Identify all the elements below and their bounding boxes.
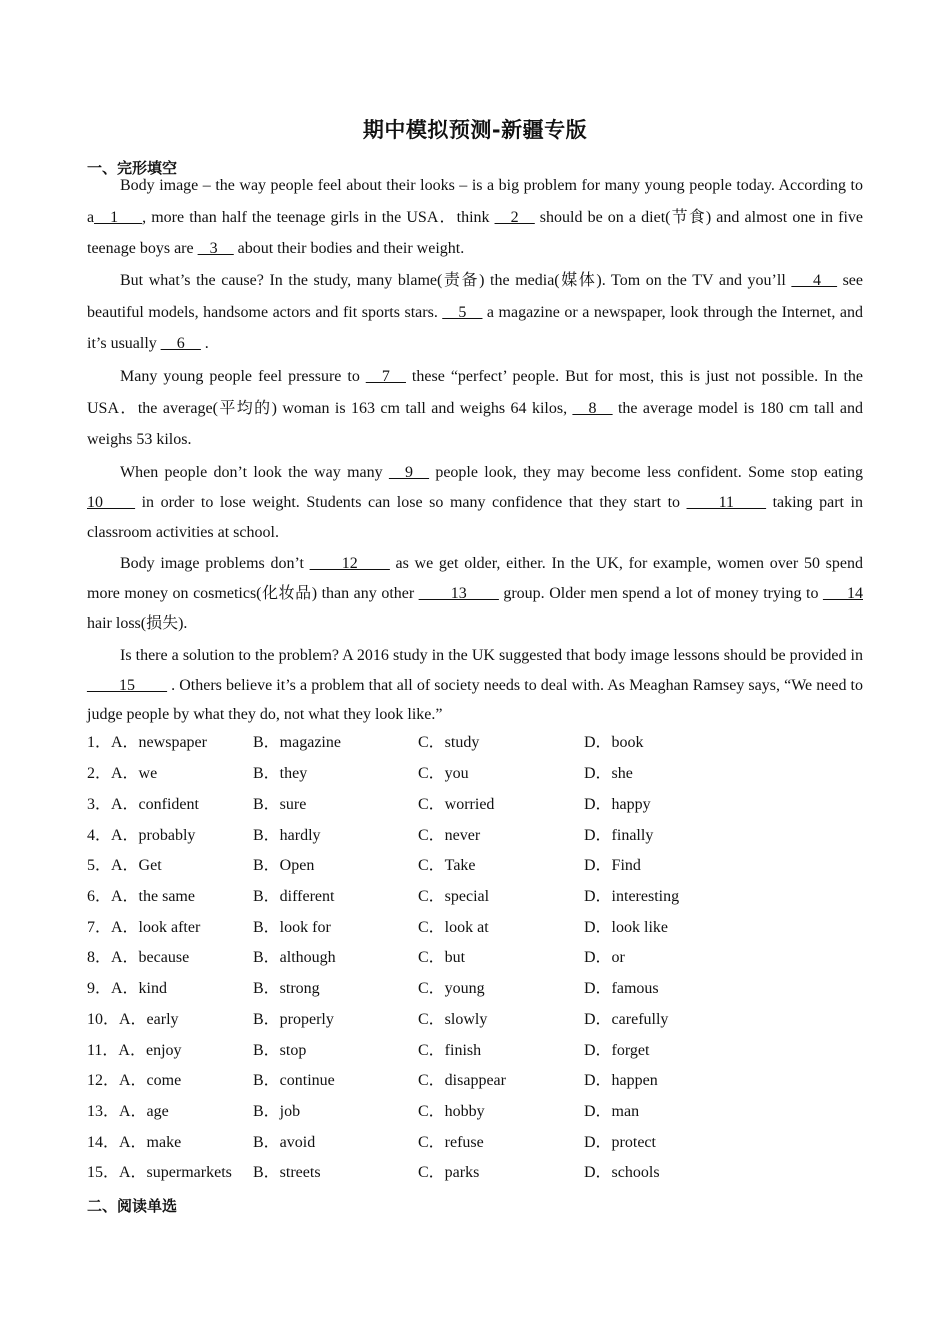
option-a: 13．A．age — [87, 1103, 169, 1120]
option-a: 10．A．early — [87, 1011, 179, 1028]
option-a: 4．A．probably — [87, 827, 196, 844]
option-b: B．they — [253, 765, 308, 782]
option-a: 11．A．enjoy — [87, 1042, 182, 1059]
option-c: C．worried — [418, 796, 495, 813]
passage-text: Many young people feel pressure to — [120, 368, 366, 385]
blank-8: __8__ — [572, 399, 613, 417]
option-d: D．happy — [584, 796, 651, 813]
passage-paragraph-5 — [87, 549, 863, 639]
blank-6: __6__ — [160, 335, 201, 352]
blank-11: ____11____ — [686, 494, 766, 511]
option-a: 15．A．supermarkets — [87, 1164, 232, 1181]
section-heading-reading: 二、阅读单选 — [87, 1197, 178, 1215]
option-row — [87, 1008, 863, 1032]
option-b: B．properly — [253, 1011, 334, 1028]
option-c: C．disappear — [418, 1072, 506, 1089]
blank-1: __1___ — [94, 208, 143, 226]
passage-text: Body image problems don’t — [120, 555, 310, 572]
option-b: B．continue — [253, 1072, 335, 1089]
option-a: 8．A．because — [87, 949, 190, 966]
passage-paragraph-6 — [87, 641, 863, 730]
blank-2: __2__ — [494, 208, 535, 226]
option-b: B．although — [253, 949, 336, 966]
option-d: D．man — [584, 1103, 640, 1120]
option-b: B．Open — [253, 857, 315, 874]
option-row — [87, 946, 863, 970]
passage-text: hair loss(损失). — [87, 615, 188, 632]
passage-text: these “perfect’ people. But for most, this is just not possible. In the USA．the average(平均的) woman is 163 cm tall and weighs 64 kilos, — [87, 368, 863, 417]
blank-9: __9__ — [388, 464, 429, 481]
passage-text: Body image – the way people feel about their looks – is a big problem for many young people today. According to a — [87, 177, 863, 226]
option-a: 6．A．the same — [87, 888, 195, 905]
option-b: B．sure — [253, 796, 307, 813]
section-heading-cloze: 一、完形填空 — [87, 159, 178, 177]
passage-text: people look, they may become less confident. Some stop eating — [428, 464, 864, 481]
option-d: D．look like — [584, 919, 668, 936]
option-row — [87, 1100, 863, 1124]
option-b: B．strong — [253, 980, 320, 997]
option-c: C．special — [418, 888, 490, 905]
passage-text: . Others believe it’s a problem that all of society needs to deal with. As Meaghan Ramsey says, “We need to judge people by what they do, not what they look like.” — [87, 676, 863, 723]
passage-text: a magazine or a newspaper, look through the Internet, and it’s usually — [87, 303, 864, 352]
option-b: B．job — [253, 1103, 301, 1120]
option-row — [87, 916, 863, 940]
option-c: C．Take — [418, 857, 476, 874]
passage-paragraph-4 — [87, 458, 863, 548]
passage-text: the average model is 180 cm tall and weighs 53 kilos. — [87, 399, 863, 448]
option-d: D．protect — [584, 1134, 656, 1151]
option-d: D．interesting — [584, 888, 680, 905]
passage-text: , more than half the teenage girls in the USA．think — [142, 208, 495, 226]
option-row — [87, 731, 863, 755]
passage-text: taking part in classroom activities at school. — [87, 494, 864, 541]
passage-text: But what’s the cause? In the study, many blame(责备) the media(媒体). Tom on the TV and you’ll — [120, 272, 792, 289]
passage-text: Is there a solution to the problem? A 2016 study in the UK suggested that body image lessons should be provided in — [120, 647, 863, 664]
passage-text: about their bodies and their weight. — [233, 240, 465, 257]
blank-3: _3__ — [197, 240, 234, 257]
option-row — [87, 854, 863, 878]
option-c: C．but — [418, 949, 466, 966]
option-c: C．parks — [418, 1164, 480, 1181]
option-a: 5．A．Get — [87, 857, 162, 874]
option-b: B．look for — [253, 919, 331, 936]
blank-12: ____12____ — [309, 555, 390, 572]
option-b: B．avoid — [253, 1134, 316, 1151]
blank-7: __7__ — [365, 368, 406, 385]
option-a: 12．A．come — [87, 1072, 182, 1089]
option-row — [87, 824, 863, 848]
option-a: 7．A．look after — [87, 919, 201, 936]
option-a: 3．A．confident — [87, 796, 199, 813]
option-b: B．streets — [253, 1164, 321, 1181]
blank-15: ____15____ — [87, 676, 167, 694]
option-a: 2．A．we — [87, 765, 158, 782]
option-row — [87, 1069, 863, 1093]
option-c: C．study — [418, 734, 480, 751]
option-row — [87, 1161, 863, 1185]
option-b: B．stop — [253, 1042, 307, 1059]
blank-4: __4__ — [791, 272, 837, 289]
blank-13: ____13____ — [418, 585, 499, 602]
blank-10: 10____ — [87, 494, 135, 511]
option-row — [87, 1131, 863, 1155]
option-c: C．finish — [418, 1042, 482, 1059]
option-d: D．or — [584, 949, 625, 966]
passage-paragraph-3 — [87, 361, 863, 456]
passage-text: should be on a diet(节食) and almost one in five teenage boys are — [87, 208, 863, 257]
option-d: D．Find — [584, 857, 641, 874]
option-d: D．famous — [584, 980, 659, 997]
passage-text: group. Older men spend a lot of money trying to — [498, 585, 823, 602]
option-d: D．schools — [584, 1164, 660, 1181]
option-d: D．carefully — [584, 1011, 669, 1028]
option-c: C．slowly — [418, 1011, 488, 1028]
option-b: B．different — [253, 888, 335, 905]
option-c: C．refuse — [418, 1134, 484, 1151]
blank-14: ___14 — [823, 585, 863, 602]
option-c: C．never — [418, 827, 481, 844]
passage-text: see beautiful models, handsome actors and fit sports stars. — [87, 272, 863, 321]
passage-text: as we get older, either. In the UK, for example, women over 50 spend more money on cosmetics(化妆品) than any other — [87, 555, 864, 602]
option-a: 9．A．kind — [87, 980, 168, 997]
option-d: D．forget — [584, 1042, 650, 1059]
option-c: C．hobby — [418, 1103, 485, 1120]
passage-text: When people don’t look the way many — [120, 464, 389, 481]
option-b: B．magazine — [253, 734, 341, 751]
option-b: B．hardly — [253, 827, 321, 844]
option-d: D．book — [584, 734, 644, 751]
option-row — [87, 977, 863, 1001]
option-d: D．she — [584, 765, 633, 782]
passage-text: . — [200, 335, 209, 352]
option-a: 14．A．make — [87, 1134, 182, 1151]
option-row — [87, 1039, 863, 1063]
page-title: 期中模拟预测-新疆专版 — [362, 118, 588, 142]
passage-paragraph-2 — [87, 265, 863, 360]
option-c: C．you — [418, 765, 469, 782]
option-a: 1．A．newspaper — [87, 734, 207, 751]
option-row — [87, 885, 863, 909]
option-d: D．happen — [584, 1072, 658, 1089]
option-c: C．look at — [418, 919, 489, 936]
option-row — [87, 793, 863, 817]
passage-paragraph-1 — [87, 170, 863, 265]
blank-5: __5__ — [442, 303, 483, 321]
option-c: C．young — [418, 980, 485, 997]
option-row — [87, 762, 863, 786]
option-d: D．finally — [584, 827, 654, 844]
passage-text: in order to lose weight. Students can lose so many confidence that they start to — [135, 494, 687, 511]
